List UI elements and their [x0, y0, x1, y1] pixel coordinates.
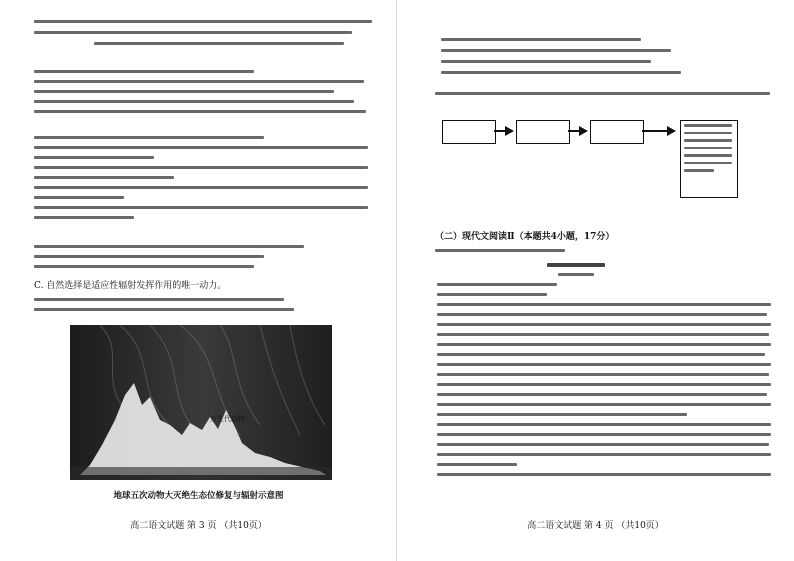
- question-5-option-c: C. 自然选择是适应性辐射发挥作用的唯一动力。: [34, 281, 227, 291]
- question-3-options-end: [34, 298, 372, 311]
- passage-body: [437, 283, 777, 476]
- question-5-prompt: [435, 92, 775, 95]
- exam-page-4: [397, 0, 794, 561]
- reading-instructions: [435, 249, 775, 252]
- question-3-block: [34, 245, 372, 268]
- extinction-graph: [70, 325, 332, 480]
- extinction-radiation-figure: [70, 325, 332, 480]
- figure-caption: 地球五次动物大灭绝生态位修复与辐射示意图: [113, 491, 284, 501]
- passage-title: [547, 263, 605, 276]
- flow-step-2: [516, 120, 570, 144]
- question-1-block: [34, 70, 372, 113]
- page-3-footer: 高二语文试题 第 3 页 （共10页）: [130, 521, 267, 531]
- flow-result-box: [680, 120, 738, 198]
- flow-step-3: [590, 120, 644, 144]
- question-2-block: [34, 136, 372, 219]
- figure-inner-label: 万生代动物: [210, 415, 245, 423]
- section-heading: （二）现代文阅读Ⅱ（本题共4小题，17分）: [435, 232, 615, 242]
- flow-step-1: [442, 120, 496, 144]
- page-4-footer: 高二语文试题 第 4 页 （共10页）: [527, 521, 664, 531]
- passage-end-text: [34, 20, 372, 45]
- evolution-flowchart: [442, 112, 782, 202]
- question-4-options: [441, 38, 771, 74]
